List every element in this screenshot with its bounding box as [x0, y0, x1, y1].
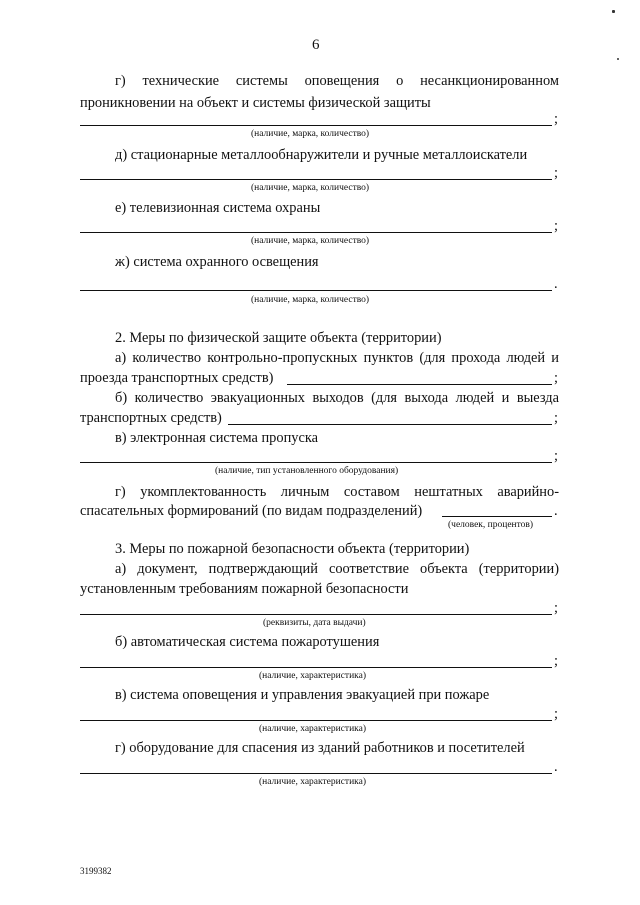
fill-line	[80, 290, 552, 291]
fill-line	[228, 424, 552, 425]
field-caption: (наличие, характеристика)	[259, 777, 367, 787]
fill-line	[80, 179, 552, 180]
semicolon: ;	[554, 165, 558, 181]
semicolon: ;	[554, 370, 558, 386]
field-caption: (наличие, марка, количество)	[251, 129, 370, 139]
fill-line	[80, 462, 552, 463]
item-s3-a-line1: а) документ, подтверждающий соответствие объекта (территории)	[115, 561, 559, 577]
fill-line	[80, 125, 552, 126]
item-s2-g-line1: г) укомплектованность личным составом нештатных аварийно-	[115, 484, 559, 500]
item-s2-v: в) электронная система пропуска	[115, 430, 319, 446]
semicolon: ;	[554, 600, 558, 616]
field-caption: (реквизиты, дата выдачи)	[263, 618, 366, 628]
scan-mark	[617, 58, 619, 60]
item-s3-g: г) оборудование для спасения из зданий работников и посетителей	[115, 740, 525, 756]
footer-code: 3199382	[80, 866, 112, 876]
semicolon: ;	[554, 706, 558, 722]
item-s2-b-line2: транспортных средств)	[80, 410, 222, 426]
item-s2-a-line2: проезда транспортных средств)	[80, 370, 274, 386]
semicolon: ;	[554, 410, 558, 426]
fill-line	[80, 667, 552, 668]
fill-line	[442, 516, 552, 517]
semicolon: ;	[554, 653, 558, 669]
semicolon: ;	[554, 111, 558, 127]
field-caption: (наличие, марка, количество)	[251, 295, 370, 305]
field-caption: (наличие, тип установленного оборудования)	[215, 466, 399, 476]
item-s1-d: д) стационарные металлообнаружители и ручные металлоискатели	[115, 147, 528, 163]
section-3-title: 3. Меры по пожарной безопасности объекта (территории)	[115, 541, 470, 557]
field-caption: (человек, процентов)	[448, 520, 534, 530]
field-caption: (наличие, характеристика)	[259, 671, 367, 681]
item-s1-e: е) телевизионная система охраны	[115, 200, 321, 216]
item-s1-g-line2: проникновении на объект и системы физической защиты	[80, 95, 431, 111]
field-caption: (наличие, характеристика)	[259, 724, 367, 734]
fill-line	[80, 232, 552, 233]
fill-line	[80, 614, 552, 615]
semicolon: ;	[554, 218, 558, 234]
item-s1-zh: ж) система охранного освещения	[115, 254, 319, 270]
section-2-title: 2. Меры по физической защите объекта (территории)	[115, 330, 442, 346]
item-s2-a-line1: а) количество контрольно-пропускных пунктов (для прохода людей и	[115, 350, 559, 366]
fill-line	[287, 384, 552, 385]
semicolon: ;	[554, 448, 558, 464]
item-s3-b: б) автоматическая система пожаротушения	[115, 634, 380, 650]
page-number: 6	[312, 37, 320, 53]
item-s3-v: в) система оповещения и управления эвакуацией при пожаре	[115, 687, 490, 703]
item-s1-g-line1: г) технические системы оповещения о несанкционированном	[115, 73, 559, 89]
period: .	[554, 503, 558, 519]
field-caption: (наличие, марка, количество)	[251, 183, 370, 193]
fill-line	[80, 773, 552, 774]
scan-mark	[612, 10, 615, 13]
field-caption: (наличие, марка, количество)	[251, 236, 370, 246]
period: .	[554, 759, 558, 775]
fill-line	[80, 720, 552, 721]
item-s2-g-line2: спасательных формирований (по видам подразделений)	[80, 503, 423, 519]
item-s2-b-line1: б) количество эвакуационных выходов (для выхода людей и выезда	[115, 390, 559, 406]
item-s3-a-line2: установленным требованиям пожарной безопасности	[80, 581, 409, 597]
period: .	[554, 276, 558, 292]
